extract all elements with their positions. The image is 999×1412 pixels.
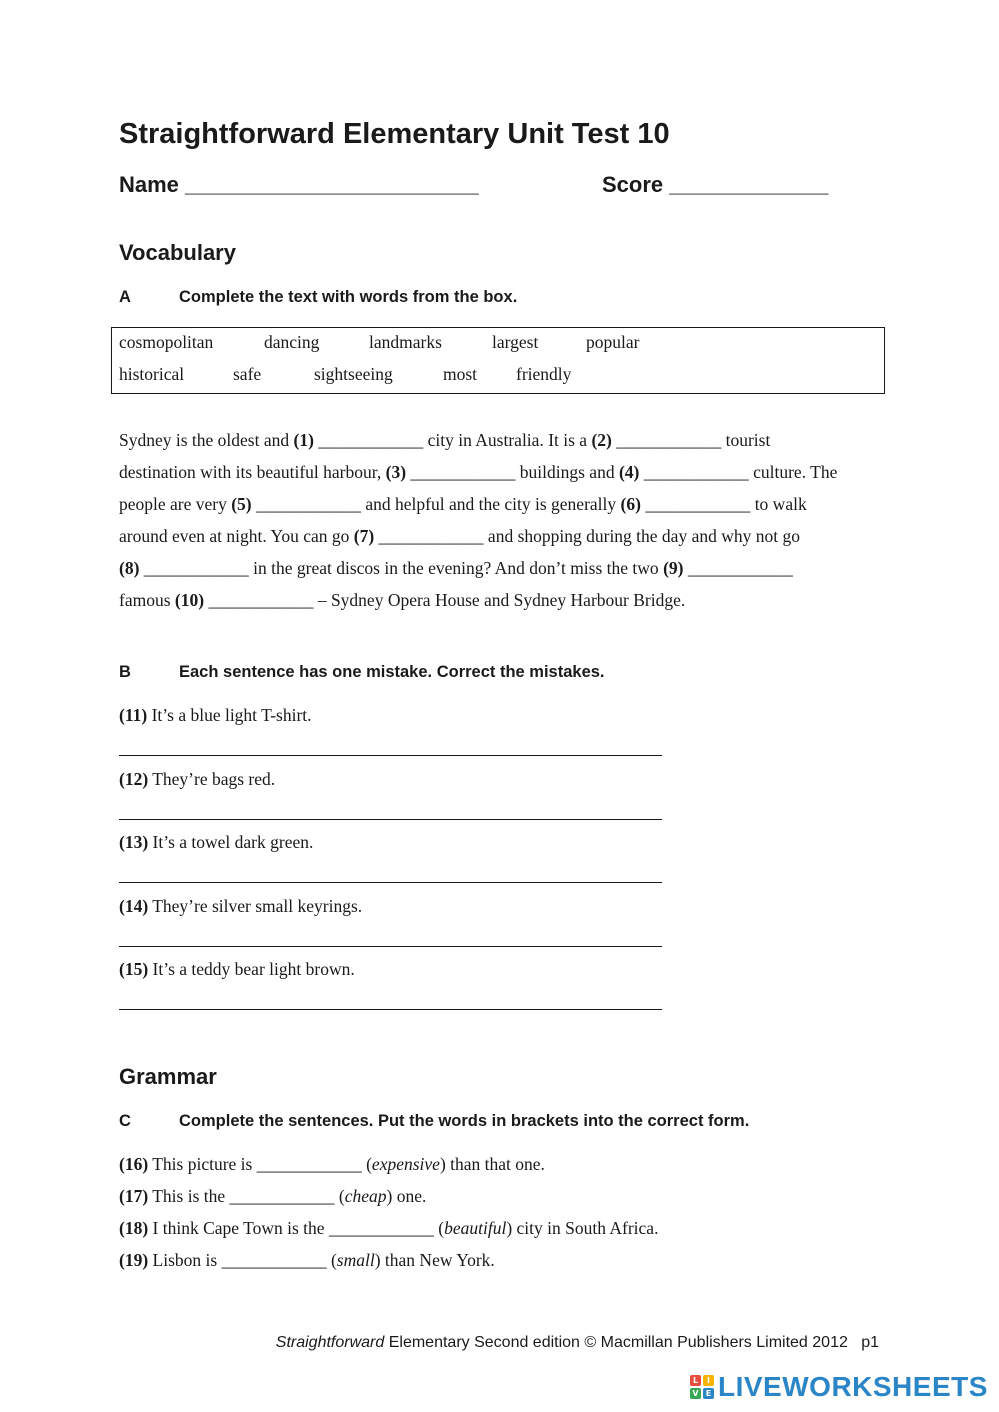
- page-title: Straightforward Elementary Unit Test 10: [119, 118, 670, 150]
- answer-line[interactable]: [119, 819, 662, 820]
- cloze-line: (8) ____________ in the great discos in the evening? And don’t miss the two (9) ____________: [119, 558, 793, 578]
- logo-tile: I: [703, 1375, 714, 1386]
- gap-number: (4): [618, 462, 640, 482]
- section-b-text: Each sentence has one mistake. Correct the mistakes.: [179, 663, 605, 681]
- section-b-letter: B: [119, 663, 131, 681]
- question-item: (19) Lisbon is ____________ (small) than New York.: [119, 1250, 495, 1270]
- answer-blank[interactable]: ____________: [208, 590, 314, 610]
- question-item: (16) This picture is ____________ (expensive) than that one.: [119, 1154, 545, 1174]
- section-c-letter: C: [119, 1112, 131, 1130]
- gap-number: (7): [353, 526, 375, 546]
- section-a-letter: A: [119, 288, 131, 306]
- section-a-text: Complete the text with words from the box.: [179, 288, 518, 306]
- word-box-item: friendly: [516, 364, 572, 384]
- vocabulary-heading: Vocabulary: [119, 240, 236, 265]
- answer-blank[interactable]: ____________: [221, 1250, 327, 1270]
- question-item: (18) I think Cape Town is the ____________ (beautiful) city in South Africa.: [119, 1218, 659, 1238]
- logo-tile: E: [703, 1388, 714, 1399]
- word-box-item: largest: [492, 332, 539, 352]
- grammar-heading: Grammar: [119, 1064, 217, 1089]
- cloze-line: Sydney is the oldest and (1) ____________ city in Australia. It is a (2) ____________ tourist: [119, 430, 771, 450]
- question-item: (14) They’re silver small keyrings.: [119, 896, 363, 916]
- question-item: (13) It’s a towel dark green.: [119, 832, 314, 852]
- logo-wordmark: LIVEWORKSHEETS: [718, 1371, 988, 1402]
- question-item: (12) They’re bags red.: [119, 769, 276, 789]
- question-item: (11) It’s a blue light T-shirt.: [119, 705, 312, 725]
- word-box-item: sightseeing: [314, 364, 393, 384]
- gap-number: (9): [663, 558, 684, 578]
- copyright-footer: Straightforward Elementary Second edition © Macmillan Publishers Limited 2012 p1: [275, 1334, 879, 1351]
- answer-blank[interactable]: ____________: [616, 430, 722, 450]
- gap-number: (8): [119, 558, 140, 578]
- answer-blank[interactable]: ____________: [256, 1154, 362, 1174]
- word-box-item: safe: [233, 364, 262, 384]
- answer-blank[interactable]: ____________: [229, 1186, 335, 1206]
- score-field-label: Score _____________: [602, 172, 829, 197]
- gap-number: (2): [591, 430, 612, 450]
- gap-number: (10): [174, 590, 205, 610]
- section-a-instruction: [119, 288, 517, 307]
- gap-number: (5): [231, 494, 252, 514]
- cloze-line: famous (10) ____________ – Sydney Opera House and Sydney Harbour Bridge.: [119, 590, 686, 610]
- question-item: (15) It’s a teddy bear light brown.: [119, 959, 355, 979]
- answer-blank[interactable]: ____________: [378, 526, 484, 546]
- cloze-line: people are very (5) ____________ and helpful and the city is generally (6) ____________ to walk: [119, 494, 807, 514]
- section-c-text: Complete the sentences. Put the words in brackets into the correct form.: [179, 1112, 750, 1130]
- answer-line[interactable]: [119, 1009, 662, 1010]
- section-b-instruction: [119, 663, 605, 682]
- answer-line[interactable]: [119, 882, 662, 883]
- answer-blank[interactable]: ____________: [643, 462, 749, 482]
- section-c-instruction: [119, 1112, 749, 1131]
- word-box-item: cosmopolitan: [119, 332, 214, 352]
- answer-line[interactable]: [119, 946, 662, 947]
- logo-tile: V: [690, 1388, 701, 1399]
- cloze-line: around even at night. You can go (7) ____________ and shopping during the day and why not go: [119, 526, 800, 546]
- gap-number: (6): [620, 494, 641, 514]
- answer-blank[interactable]: ____________: [687, 558, 793, 578]
- word-box-item: historical: [119, 364, 185, 384]
- cloze-line: destination with its beautiful harbour, (3) ____________ buildings and (4) ____________ culture. The: [119, 462, 838, 482]
- answer-blank[interactable]: ____________: [410, 462, 516, 482]
- answer-blank[interactable]: ____________: [318, 430, 424, 450]
- liveworksheets-logo: [690, 1372, 988, 1402]
- word-box-item: landmarks: [369, 332, 442, 352]
- word-box-item: popular: [586, 332, 640, 352]
- answer-blank[interactable]: ____________: [256, 494, 362, 514]
- name-field-label: Name ________________________: [119, 172, 479, 197]
- word-box-item: dancing: [264, 332, 320, 352]
- answer-blank[interactable]: ____________: [645, 494, 751, 514]
- gap-number: (1): [293, 430, 314, 450]
- answer-line[interactable]: [119, 755, 662, 756]
- word-box: [111, 327, 885, 394]
- word-box-item: most: [443, 364, 478, 384]
- answer-blank[interactable]: ____________: [328, 1218, 434, 1238]
- gap-number: (3): [385, 462, 407, 482]
- question-item: (17) This is the ____________ (cheap) one.: [119, 1186, 427, 1206]
- logo-grid-icon: [690, 1375, 714, 1399]
- answer-blank[interactable]: ____________: [143, 558, 249, 578]
- logo-tile: L: [690, 1375, 701, 1386]
